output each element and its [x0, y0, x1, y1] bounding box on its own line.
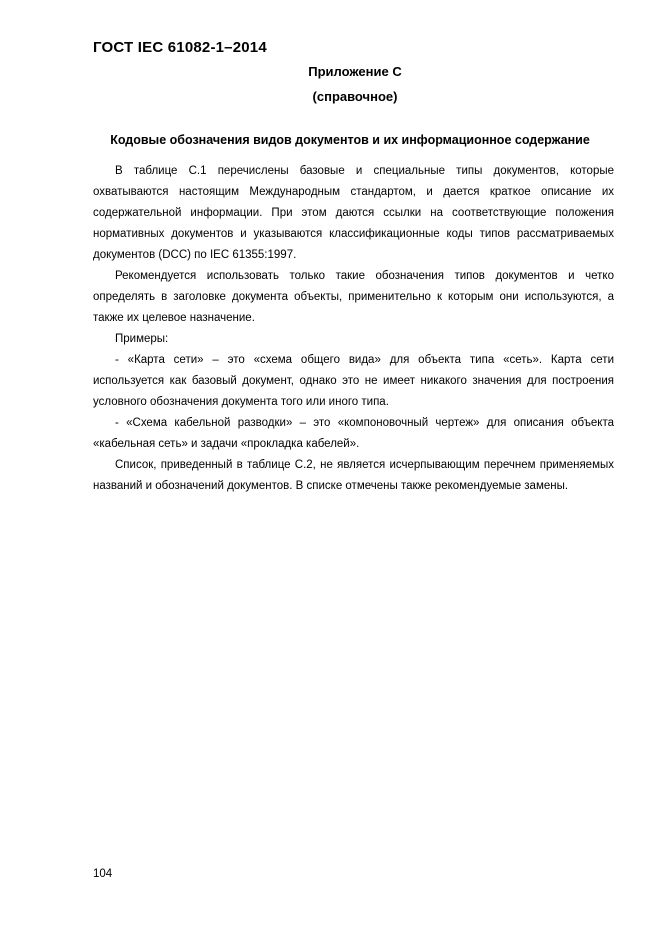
appendix-title: Приложение С: [308, 64, 402, 79]
paragraph-recommendation: Рекомендуется использовать только такие обозначения типов документов и четко определять в заголовке документа объекты, применительно к которым они используются, а также их целевое назначение.: [93, 270, 614, 324]
paragraph-list-note: Список, приведенный в таблице С.2, не является исчерпывающим перечнем применяемых названий и обозначений документов. В списке отмечены также рекомендуемые замены.: [93, 459, 614, 492]
body-text: [93, 161, 614, 497]
document-code: ГОСТ IEC 61082-1–2014: [93, 39, 267, 56]
paragraph-intro: В таблице С.1 перечислены базовые и специальные типы документов, которые охватываются настоящим Международным стандартом, и дается краткое описание их содержательной информации. При этом даются ссылки на соответствующие положения нормативных документов и указываются классификационные коды типов рассматриваемых документов (DCC) по IEC 61355:1997.: [93, 165, 614, 261]
section-heading: Кодовые обозначения видов документов и их информационное содержание: [110, 133, 590, 147]
example-item: - «Схема кабельной разводки» – это «компоновочный чертеж» для описания объекта «кабельная сеть» и задачи «прокладка кабелей».: [93, 417, 614, 450]
page-number: 104: [93, 868, 113, 880]
examples-label: Примеры:: [115, 333, 169, 345]
appendix-type: (справочное): [312, 89, 398, 104]
example-item: - «Карта сети» – это «схема общего вида» для объекта типа «сеть». Карта сети используется как базовый документ, однако это не имеет никакого значения для построения условного обозначения документа того или иного типа.: [93, 354, 614, 408]
